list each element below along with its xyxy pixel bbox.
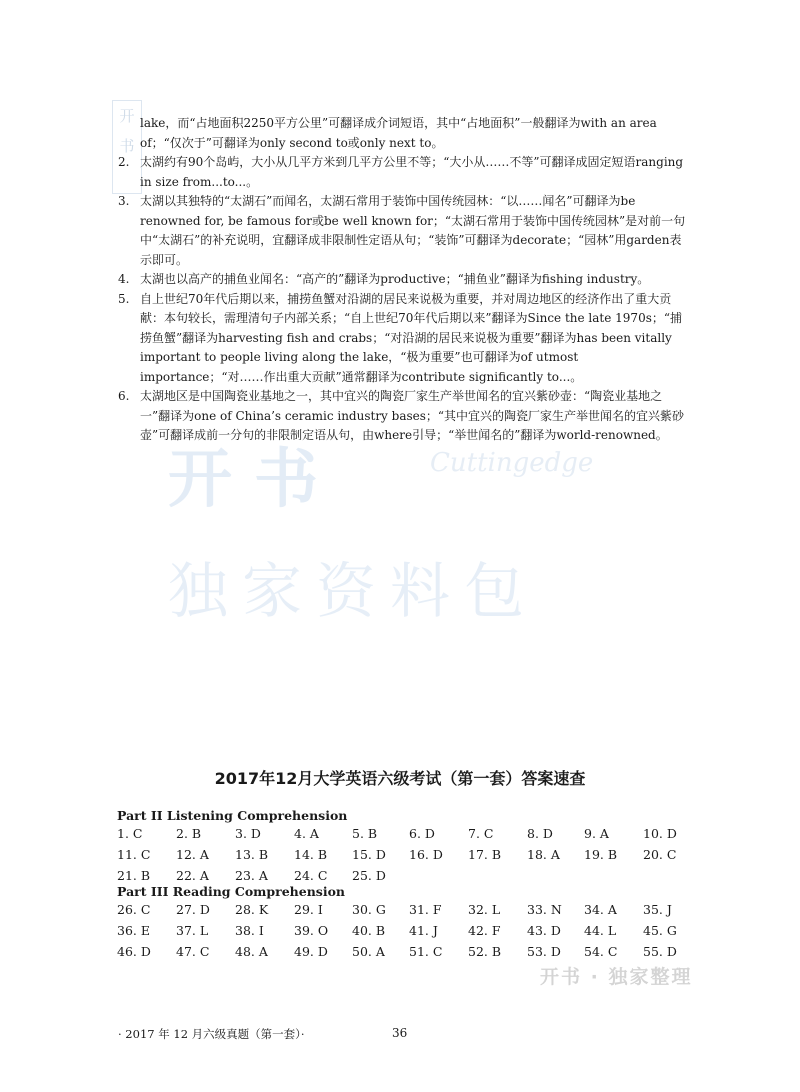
note-continuation: lake，而“占地面积2250平方公里”可翻译成介词短语，其中“占地面积”一般翻译为with an area of；“仅次于”可翻译为only second to或only next to。 (140, 116, 657, 150)
answer-cell: 43. D (527, 923, 561, 938)
note-number: 5. (118, 291, 130, 306)
answer-cell: 35. J (643, 902, 672, 917)
answer-cell: 36. E (117, 923, 150, 938)
answer-cell: 28. K (235, 902, 269, 917)
answer-cell: 16. D (409, 847, 443, 862)
answer-cell: 48. A (235, 944, 268, 959)
answer-cell: 29. I (294, 902, 323, 917)
answer-cell: 54. C (584, 944, 618, 959)
answer-cell: 20. C (643, 847, 677, 862)
answer-cell: 37. L (176, 923, 209, 938)
reading-heading: Part III Reading Comprehension (117, 884, 346, 899)
note-text: 太湖约有90个岛屿，大小从几平方米到几平方公里不等；“大小从……不等”可翻译成固定短语ranging in size from...to...。 (140, 155, 684, 189)
watermark-exclusive-pack: 独家资料包 (168, 557, 538, 627)
answer-cell: 14. B (294, 847, 328, 862)
answer-cell: 19. B (584, 847, 618, 862)
answer-cell: 7. C (468, 826, 494, 841)
answer-cell: 49. D (294, 944, 328, 959)
note-item (118, 153, 688, 192)
answer-cell: 50. A (352, 944, 385, 959)
answer-cell: 24. C (294, 868, 328, 883)
answer-cell: 1. C (117, 826, 143, 841)
answer-cell: 3. D (235, 826, 261, 841)
answer-cell: 12. A (176, 847, 209, 862)
answer-cell: 46. D (117, 944, 151, 959)
answer-cell: 32. L (468, 902, 501, 917)
note-item (118, 270, 688, 290)
answer-cell: 8. D (527, 826, 553, 841)
answer-cell: 2. B (176, 826, 202, 841)
answer-cell: 44. L (584, 923, 617, 938)
note-number: 6. (118, 389, 130, 403)
answer-cell: 4. A (294, 826, 319, 841)
translation-notes (118, 114, 688, 446)
answer-cell: 27. D (176, 902, 210, 917)
listening-heading: Part II Listening Comprehension (117, 808, 348, 823)
answer-cell: 38. I (235, 923, 264, 938)
answer-cell: 22. A (176, 868, 209, 883)
watermark-kaishu: 开书 (168, 443, 340, 517)
answer-key-title: 2017年12月大学英语六级考试（第一套）答案速查 (214, 769, 586, 788)
answer-cell: 21. B (117, 868, 151, 883)
answer-cell: 11. C (117, 847, 151, 862)
answer-cell: 13. B (235, 847, 269, 862)
watermark-stamp: 开书 · 独家整理 (540, 966, 693, 988)
answer-cell: 15. D (352, 847, 386, 862)
note-item (118, 387, 688, 446)
answer-cell: 55. D (643, 944, 677, 959)
answer-cell: 18. A (527, 847, 560, 862)
answer-cell: 23. A (235, 868, 268, 883)
page-number: 36 (392, 1026, 408, 1040)
note-number: 2. (118, 155, 130, 169)
footer-source: · 2017 年 12 月六级真题（第一套）· (118, 1027, 305, 1041)
answer-cell: 53. D (527, 944, 561, 959)
answer-cell: 31. F (409, 902, 442, 917)
note-item (118, 192, 688, 270)
note-number: 4. (118, 272, 130, 286)
note-text: 自上世纪70年代后期以来，捕捞鱼蟹对沿湖的居民来说极为重要，并对周边地区的经济作出了重大贡献：本句较长，需理清句子内部关系；“自上世纪70年代后期以来”翻译为Since the late 1970s；“捕捞鱼蟹”翻译为harvesting fish and crabs；“对沿湖的居民来说极为重要”翻译为has been vitally important to people living along the lake，“极为重要”也可翻译为of utmost importance；“对……作出重大贡献”通常翻译为contribute significantly to...。 (140, 291, 682, 384)
note-text: 太湖也以高产的捕鱼业闻名：“高产的”翻译为productive；“捕鱼业”翻译为fishing industry。 (140, 272, 650, 286)
answer-cell: 45. G (643, 923, 677, 938)
answer-cell: 30. G (352, 902, 386, 917)
answer-cell: 34. A (584, 902, 617, 917)
watermark-script: Cuttingedge (430, 448, 594, 478)
answer-cell: 25. D (352, 868, 386, 883)
answer-cell: 41. J (409, 923, 438, 938)
answer-cell: 33. N (527, 902, 562, 917)
answer-cell: 47. C (176, 944, 210, 959)
answer-cell: 17. B (468, 847, 502, 862)
note-text: 太湖以其独特的“太湖石”而闻名，太湖石常用于装饰中国传统园林：“以……闻名”可翻译为be renowned for, be famous for或be well known for；“太湖石常用于装饰中国传统园林”是对前一句中“太湖石”的补充说明，宜翻译成非限制性定语从句；“装饰”可翻译为decorate；“园林”用garden表示即可。 (140, 194, 686, 267)
answer-cell: 9. A (584, 826, 609, 841)
note-item (118, 290, 688, 388)
answer-cell: 5. B (352, 826, 378, 841)
answer-cell: 10. D (643, 826, 677, 841)
answer-cell: 52. B (468, 944, 502, 959)
watermark-vertical-tab: 开书 (112, 100, 142, 194)
note-text: 太湖地区是中国陶瓷业基地之一，其中宜兴的陶瓷厂家生产举世闻名的宜兴紫砂壶：“陶瓷业基地之一”翻译为one of China’s ceramic industry bases；“其中宜兴的陶瓷厂家生产举世闻名的宜兴紫砂壶”可翻译成前一分句的非限制定语从句，由where引导；“举世闻名的”翻译为world-renowned。 (140, 389, 685, 442)
answer-cell: 6. D (409, 826, 435, 841)
answer-cell: 42. F (468, 923, 501, 938)
answer-cell: 51. C (409, 944, 443, 959)
answer-cell: 39. O (294, 923, 329, 938)
note-number: 3. (118, 194, 130, 208)
answer-cell: 40. B (352, 923, 386, 938)
answer-cell: 26. C (117, 902, 151, 917)
